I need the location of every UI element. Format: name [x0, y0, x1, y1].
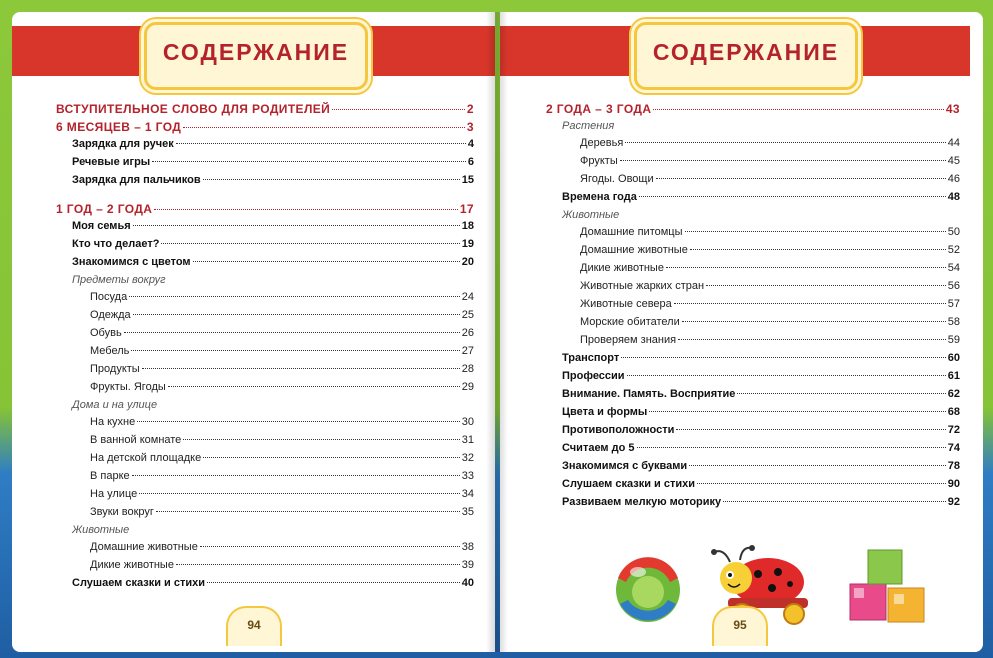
dot-leader	[737, 393, 945, 394]
toc-entry-page: 59	[947, 334, 960, 346]
toc-entry-page: 17	[459, 202, 474, 216]
toc-entry	[546, 496, 960, 514]
toc-entry	[546, 137, 960, 155]
toc-entry-page: 46	[947, 173, 960, 185]
toc-entry	[546, 370, 960, 388]
toc-entry-title: Животные севера	[580, 298, 672, 310]
dot-leader	[689, 465, 946, 466]
toc-entry	[546, 316, 960, 334]
toc-entry-title: Деревья	[580, 137, 624, 149]
toc-entry-page: 32	[461, 452, 474, 464]
toc-entry-title: Слушаем сказки и стихи	[562, 478, 695, 490]
toc-entry-title: Дикие животные	[90, 559, 174, 571]
toc-entry-page: 39	[461, 559, 474, 571]
dot-leader	[674, 303, 946, 304]
toc-entry-title: На улице	[90, 488, 138, 500]
toc-entry-title: Растения	[562, 120, 615, 132]
toc-entry-page: 15	[461, 174, 474, 186]
toc-entry-page: 31	[461, 434, 474, 446]
dot-leader	[207, 582, 460, 583]
toc-entry-page: 92	[947, 496, 960, 508]
toc-entry	[56, 174, 474, 192]
dot-leader	[203, 457, 460, 458]
toc-entry-title: Противоположности	[562, 424, 675, 436]
toc-entry-title: Считаем до 5	[562, 442, 635, 454]
toc-entry-title: Знакомимся с буквами	[562, 460, 688, 472]
dot-leader	[621, 357, 946, 358]
dot-leader	[161, 243, 459, 244]
toc-entry	[546, 352, 960, 370]
toc-entry-title: Профессии	[562, 370, 625, 382]
toc-entry-page: 90	[947, 478, 960, 490]
dot-leader	[639, 196, 946, 197]
toc-entry-title: Домашние животные	[580, 244, 688, 256]
toc-entry	[56, 156, 474, 174]
toc-entry-title: Морские обитатели	[580, 316, 680, 328]
toc-entry	[56, 102, 474, 120]
toc-entry-title: Кто что делает?	[72, 238, 160, 250]
toc-entry	[56, 452, 474, 470]
toc-entry-page: 40	[461, 577, 474, 589]
toc-entry-title: Одежда	[90, 309, 131, 321]
toc-entry-page: 33	[461, 470, 474, 482]
toc-entry-title: Дома и на улице	[72, 399, 158, 411]
toc-entry-page: 27	[461, 345, 474, 357]
toc-entry-page: 24	[461, 291, 474, 303]
title-plaque	[634, 22, 858, 90]
dot-leader	[706, 285, 946, 286]
toc-entry-page: 34	[461, 488, 474, 500]
dot-leader	[183, 439, 459, 440]
dot-leader	[142, 368, 460, 369]
toc-entry-title: Животные	[562, 209, 620, 221]
toy-blocks-icon	[850, 550, 924, 622]
toc-entry-title: Дикие животные	[580, 262, 664, 274]
toc-entry	[56, 256, 474, 274]
toc-entry-page: 3	[466, 120, 474, 134]
dot-leader	[124, 332, 460, 333]
dot-leader	[168, 386, 460, 387]
toc-entry	[546, 173, 960, 191]
toc-entry	[546, 262, 960, 280]
table-of-contents	[546, 102, 960, 514]
toc-entry-title: Предметы вокруг	[72, 274, 166, 286]
toc-entry	[546, 388, 960, 406]
toc-entry-title: 6 МЕСЯЦЕВ – 1 ГОД	[56, 120, 182, 134]
toc-entry	[56, 138, 474, 156]
toc-entry-page: 58	[947, 316, 960, 328]
toc-entry	[546, 155, 960, 173]
toc-entry	[56, 470, 474, 488]
toc-entry-page: 57	[947, 298, 960, 310]
toc-entry-page: 25	[461, 309, 474, 321]
dot-leader	[133, 225, 460, 226]
toc-spacer	[56, 192, 474, 202]
dot-leader	[625, 142, 945, 143]
title-plaque	[144, 22, 368, 90]
toc-entry-title: На кухне	[90, 416, 136, 428]
toc-entry	[56, 488, 474, 506]
toc-entry	[546, 226, 960, 244]
toc-entry-title: Моя семья	[72, 220, 131, 232]
toc-entry-page: 45	[947, 155, 960, 167]
toc-entry	[56, 381, 474, 399]
toc-entry-title: Мебель	[90, 345, 130, 357]
dot-leader	[132, 475, 460, 476]
toc-entry-page: 61	[947, 370, 960, 382]
toc-entry-title: 2 ГОДА – 3 ГОДА	[546, 102, 652, 116]
toc-entry-title: ВСТУПИТЕЛЬНОЕ СЛОВО ДЛЯ РОДИТЕЛЕЙ	[56, 102, 331, 116]
dot-leader	[685, 231, 946, 232]
toc-entry	[56, 291, 474, 309]
toc-entry	[546, 424, 960, 442]
toc-entry-page: 19	[461, 238, 474, 250]
right-page	[500, 12, 983, 652]
left-page	[12, 12, 495, 652]
toc-entry-page: 74	[947, 442, 960, 454]
toc-entry	[546, 244, 960, 262]
toc-entry-page: 26	[461, 327, 474, 339]
toc-entry	[56, 220, 474, 238]
table-of-contents	[56, 102, 474, 595]
dot-leader	[649, 411, 945, 412]
dot-leader	[690, 249, 946, 250]
toc-entry-title: Домашние питомцы	[580, 226, 683, 238]
dot-leader	[176, 564, 460, 565]
toc-category	[56, 274, 474, 291]
toc-entry-page: 44	[947, 137, 960, 149]
dot-leader	[154, 209, 457, 210]
toc-entry-page: 68	[947, 406, 960, 418]
book-gutter	[486, 12, 508, 652]
toc-entry-page: 35	[461, 506, 474, 518]
page-number: 95	[733, 618, 747, 632]
toc-entry-title: В парке	[90, 470, 130, 482]
toc-entry	[546, 280, 960, 298]
dot-leader	[183, 127, 465, 128]
toc-entry-page: 43	[945, 102, 960, 116]
dot-leader	[133, 314, 460, 315]
toc-entry-title: Проверяем знания	[580, 334, 677, 346]
page-number-badge	[226, 606, 282, 646]
toys-illustration	[600, 542, 960, 642]
dot-leader	[176, 143, 466, 144]
toc-entry	[546, 191, 960, 209]
toc-entry-page: 56	[947, 280, 960, 292]
toc-entry	[56, 416, 474, 434]
toc-entry	[56, 238, 474, 256]
dot-leader	[620, 160, 946, 161]
toc-entry-page: 6	[467, 156, 474, 168]
page-number-badge	[712, 606, 768, 646]
page-title: СОДЕРЖАНИЕ	[652, 39, 840, 65]
toc-entry-title: Слушаем сказки и стихи	[72, 577, 205, 589]
dot-leader	[627, 375, 946, 376]
toc-entry-title: Животные	[72, 524, 130, 536]
dot-leader	[332, 109, 465, 110]
toc-entry	[56, 541, 474, 559]
dot-leader	[653, 109, 943, 110]
toc-entry	[56, 327, 474, 345]
toc-category	[56, 524, 474, 541]
toc-entry-title: Ягоды. Овощи	[580, 173, 654, 185]
toc-entry-title: Зарядка для пальчиков	[72, 174, 201, 186]
toc-entry-title: Зарядка для ручек	[72, 138, 174, 150]
dot-leader	[656, 178, 946, 179]
toc-entry	[546, 298, 960, 316]
toc-category	[546, 209, 960, 226]
toc-entry-title: Внимание. Память. Восприятие	[562, 388, 736, 400]
toc-entry-title: Посуда	[90, 291, 128, 303]
toc-category	[56, 399, 474, 416]
dot-leader	[137, 421, 460, 422]
dot-leader	[152, 161, 466, 162]
toc-entry-page: 54	[947, 262, 960, 274]
toc-entry-page: 60	[947, 352, 960, 364]
toc-entry	[56, 309, 474, 327]
toc-entry-title: Знакомимся с цветом	[72, 256, 191, 268]
toc-entry-page: 2	[466, 102, 474, 116]
toc-entry-page: 18	[461, 220, 474, 232]
dot-leader	[666, 267, 946, 268]
toc-entry-title: На детской площадке	[90, 452, 202, 464]
toc-entry	[56, 506, 474, 524]
toc-entry	[56, 345, 474, 363]
toc-entry-title: Развиваем мелкую моторику	[562, 496, 722, 508]
dot-leader	[676, 429, 945, 430]
toc-entry-page: 50	[947, 226, 960, 238]
toc-entry-page: 20	[461, 256, 474, 268]
dot-leader	[139, 493, 460, 494]
toc-entry-title: Времена года	[562, 191, 637, 203]
toc-entry-title: Звуки вокруг	[90, 506, 154, 518]
toc-entry-title: 1 ГОД – 2 ГОДА	[56, 202, 153, 216]
toc-entry-page: 28	[461, 363, 474, 375]
toc-entry	[56, 202, 474, 220]
toc-entry-page: 78	[947, 460, 960, 472]
toc-entry	[56, 577, 474, 595]
toc-entry-title: Транспорт	[562, 352, 620, 364]
toc-entry	[546, 442, 960, 460]
dot-leader	[129, 296, 460, 297]
toc-entry-title: В ванной комнате	[90, 434, 182, 446]
page-number: 94	[247, 618, 261, 632]
ball-icon	[616, 557, 680, 622]
toc-entry-title: Животные жарких стран	[580, 280, 705, 292]
toc-entry-page: 72	[947, 424, 960, 436]
page-title: СОДЕРЖАНИЕ	[162, 39, 350, 65]
toc-entry-page: 30	[461, 416, 474, 428]
toc-category	[546, 120, 960, 137]
toc-entry-page: 52	[947, 244, 960, 256]
dot-leader	[156, 511, 460, 512]
toc-entry-page: 4	[467, 138, 474, 150]
toc-entry-title: Обувь	[90, 327, 122, 339]
toc-entry-title: Фрукты. Ягоды	[90, 381, 166, 393]
toc-entry-page: 38	[461, 541, 474, 553]
toc-entry-page: 62	[947, 388, 960, 400]
toc-entry-page: 48	[947, 191, 960, 203]
dot-leader	[697, 483, 946, 484]
toc-entry-title: Речевые игры	[72, 156, 151, 168]
toc-entry	[546, 406, 960, 424]
toc-entry-title: Цвета и формы	[562, 406, 648, 418]
toc-entry	[56, 434, 474, 452]
toc-entry	[56, 363, 474, 381]
dot-leader	[203, 179, 460, 180]
toc-entry	[56, 120, 474, 138]
dot-leader	[682, 321, 946, 322]
toc-entry-page: 29	[461, 381, 474, 393]
toc-entry	[56, 559, 474, 577]
dot-leader	[131, 350, 459, 351]
toc-entry	[546, 460, 960, 478]
dot-leader	[200, 546, 460, 547]
dot-leader	[193, 261, 460, 262]
toc-entry-title: Фрукты	[580, 155, 618, 167]
dot-leader	[678, 339, 946, 340]
toc-entry-title: Домашние животные	[90, 541, 198, 553]
toc-entry	[546, 478, 960, 496]
toc-entry-title: Продукты	[90, 363, 140, 375]
toc-entry	[546, 334, 960, 352]
toc-entry	[546, 102, 960, 120]
dot-leader	[723, 501, 946, 502]
dot-leader	[637, 447, 946, 448]
